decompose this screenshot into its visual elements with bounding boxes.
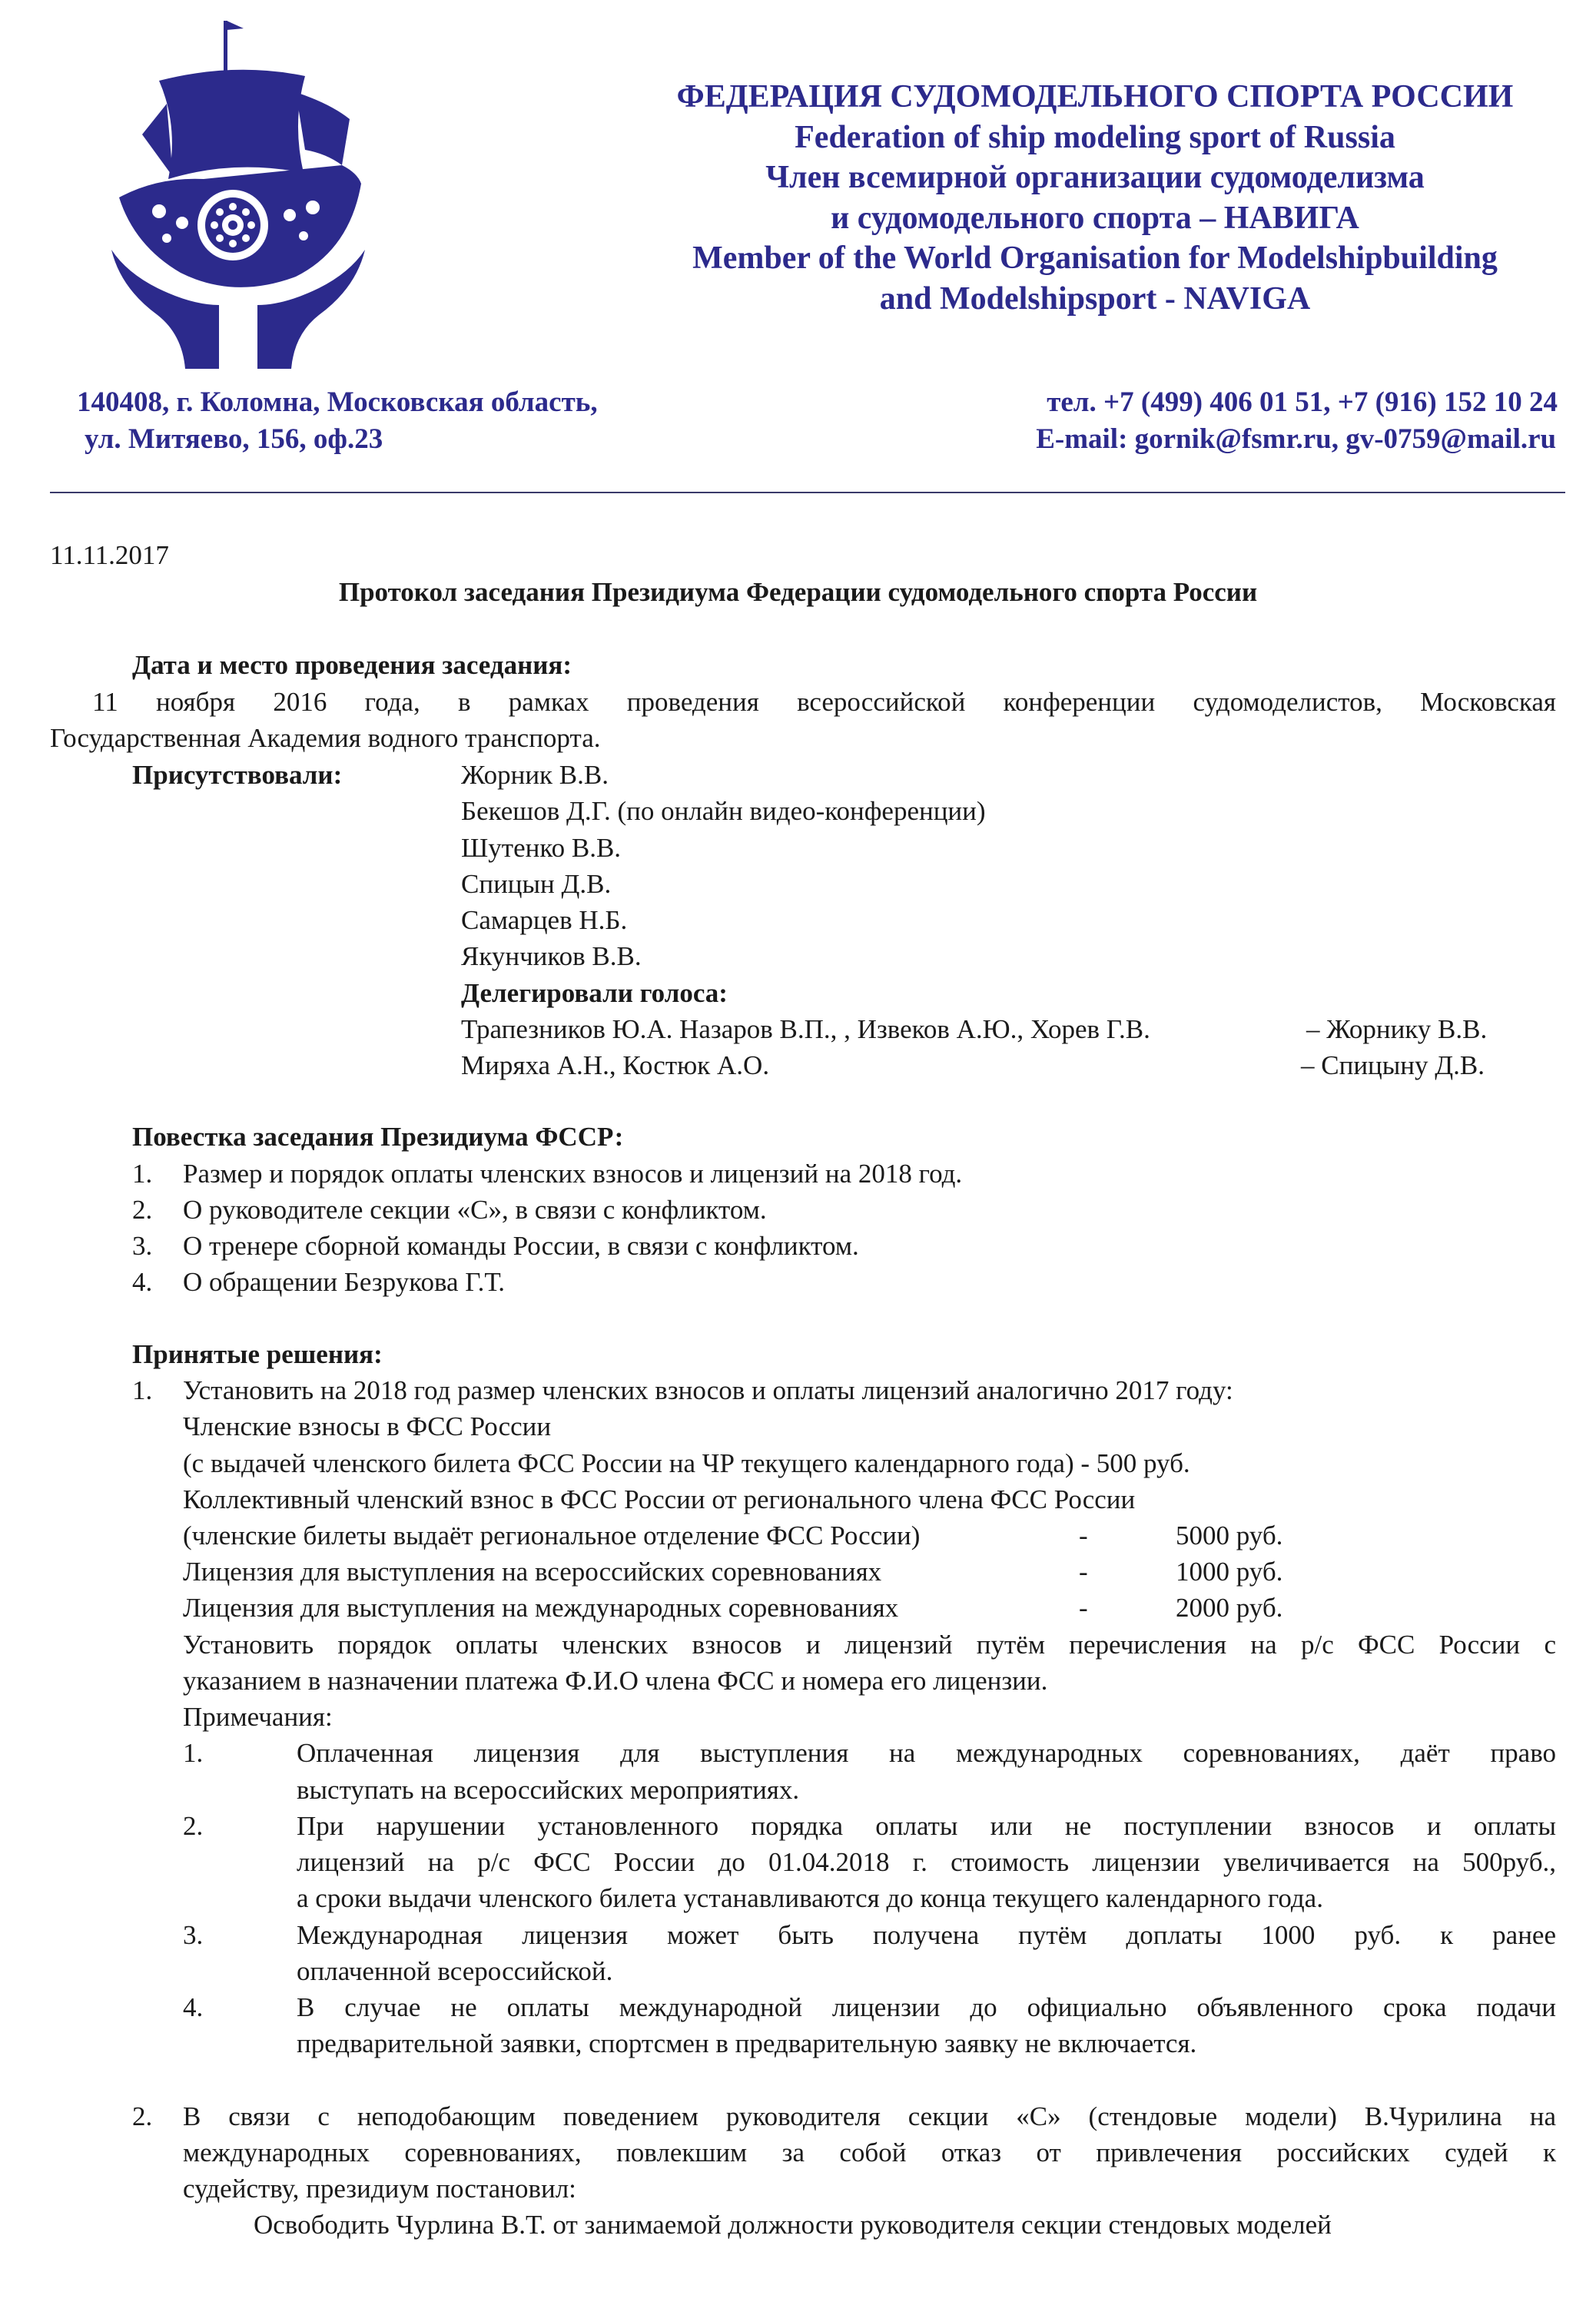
note-text: а сроки выдачи членского билета устанавливаются до конца текущего календарного года.: [297, 1883, 1323, 1913]
payment-order-line2: указанием в назначении платежа Ф.И.О члена ФСС и номера его лицензии.: [183, 1666, 1048, 1696]
present-member: Бекешов Д.Г. (по онлайн видео-конференции): [461, 796, 986, 826]
delegated-label: Делегировали голоса:: [461, 978, 728, 1008]
decision2-line4: Освободить Чурлина В.Т. от занимаемой должности руководителя секции стендовых моделей: [254, 2210, 1332, 2240]
note-text: лицензий на р/с ФСС России до 01.04.2018 г. стоимость лицензии увеличивается на 500руб.,: [297, 1847, 1556, 1877]
payment-order-line1: Установить порядок оплаты членских взносов и лицензий путём перечисления на р/с ФСС России с: [183, 1630, 1556, 1660]
delegated-names: Миряха А.Н., Костюк А.О.: [461, 1050, 770, 1080]
fee-line: (с выдачей членского билета ФСС России на ЧР текущего календарного года) - 500 руб.: [183, 1448, 1190, 1478]
agenda-number: 3.: [132, 1231, 153, 1261]
amount-dash: -: [1079, 1593, 1088, 1623]
venue-line1: 11 ноября 2016 года, в рамках проведения всероссийской конференции судомоделистов, Московская: [92, 687, 1556, 717]
license-international: Лицензия для выступления на международных соревнованиях: [183, 1593, 899, 1623]
note-text: Оплаченная лицензия для выступления на международных соревнованиях, даёт право: [297, 1738, 1556, 1768]
note-text: Международная лицензия может быть получена путём доплаты 1000 руб. к ранее: [297, 1920, 1556, 1950]
contacts: [1036, 384, 1558, 458]
doc-date: 11.11.2017: [50, 540, 169, 570]
org-name-ru: ФЕДЕРАЦИЯ СУДОМОДЕЛЬНОГО СПОРТА РОССИИ: [676, 79, 1514, 114]
delegated-to: – Жорнику В.В.: [1306, 1014, 1488, 1044]
present-member: Якунчиков В.В.: [461, 941, 642, 971]
note-text: оплаченной всероссийской.: [297, 1956, 613, 1986]
decision2-line3: судейству, президиум постановил:: [183, 2174, 576, 2204]
decision-intro: Установить на 2018 год размер членских взносов и оплаты лицензий аналогично 2017 году:: [183, 1375, 1233, 1405]
collective-amount: 5000 руб.: [1176, 1521, 1283, 1550]
present-member: Спицын Д.В.: [461, 869, 612, 899]
postal-address: [77, 384, 598, 458]
decision2-line2: международных соревнованиях, повлекшим за собой отказ от привлечения российских судей к: [183, 2138, 1556, 2167]
member-ru-line2: и судомодельного спорта – НАВИГА: [831, 200, 1359, 236]
agenda-item: Размер и порядок оплаты членских взносов и лицензий на 2018 год.: [183, 1159, 963, 1189]
license-russia: Лицензия для выступления на всероссийских соревнованиях: [183, 1557, 882, 1587]
member-en-line1: Member of the World Organisation for Modelshipbuilding: [692, 240, 1498, 276]
note-number: 4.: [183, 1992, 204, 2022]
email-line: E-mail: gornik@fsmr.ru, gv-0759@mail.ru: [1036, 423, 1557, 455]
collective-line1: Коллективный членский взнос в ФСС России от регионального члена ФСС России: [183, 1484, 1136, 1514]
delegated-names: Трапезников Ю.А. Назаров В.П., , Извеков А.Ю., Хорев Г.В.: [461, 1014, 1150, 1044]
fee-title: Членские взносы в ФСС России: [183, 1411, 552, 1441]
decision-number: 2.: [132, 2101, 153, 2131]
decision2-line1: В связи с неподобающим поведением руководителя секции «С» (стендовые модели) В.Чурилина на: [183, 2101, 1556, 2131]
letterhead-divider: [50, 492, 1565, 493]
amount-dash: -: [1079, 1521, 1088, 1550]
present-member: Самарцев Н.Б.: [461, 905, 628, 935]
venue-heading: Дата и место проведения заседания:: [132, 650, 572, 680]
present-member: Жорник В.В.: [461, 760, 609, 790]
decision-number: 1.: [132, 1375, 153, 1405]
agenda-item: О руководителе секции «С», в связи с конфликтом.: [183, 1195, 767, 1225]
address-line1: 140408, г. Коломна, Московская область,: [77, 386, 598, 418]
venue-line2: Государственная Академия водного транспорта.: [50, 723, 601, 753]
notes-label: Примечания:: [183, 1702, 333, 1732]
present-label: Присутствовали:: [132, 760, 343, 790]
address-line2: ул. Митяево, 156, оф.23: [85, 423, 383, 455]
note-number: 3.: [183, 1920, 204, 1950]
license-russia-amount: 1000 руб.: [1176, 1557, 1283, 1587]
note-number: 1.: [183, 1738, 204, 1768]
delegated-to: – Спицыну Д.В.: [1301, 1050, 1485, 1080]
org-heading: [622, 77, 1568, 319]
decisions-heading: Принятые решения:: [132, 1339, 383, 1369]
license-international-amount: 2000 руб.: [1176, 1593, 1283, 1623]
agenda-number: 1.: [132, 1159, 153, 1189]
note-number: 2.: [183, 1811, 204, 1841]
agenda-number: 4.: [132, 1267, 153, 1297]
org-name-en: Federation of ship modeling sport of Russia: [795, 119, 1395, 155]
note-text: предварительной заявки, спортсмен в предварительную заявку не включается.: [297, 2028, 1197, 2058]
agenda-number: 2.: [132, 1195, 153, 1225]
agenda-item: О обращении Безрукова Г.Т.: [183, 1267, 505, 1297]
agenda-heading: Повестка заседания Президиума ФССР:: [132, 1122, 624, 1152]
doc-title: Протокол заседания Президиума Федерации судомодельного спорта России: [338, 577, 1258, 607]
member-ru-line1: Член всемирной организации судомоделизма: [765, 160, 1425, 195]
note-text: При нарушении установленного порядка оплаты или не поступлении взносов и оплаты: [297, 1811, 1556, 1841]
collective-line2: (членские билеты выдаёт региональное отделение ФСС России): [183, 1521, 921, 1550]
note-text: В случае не оплаты международной лицензии до официально объявленного срока подачи: [297, 1992, 1556, 2022]
note-text: выступать на всероссийских мероприятиях.: [297, 1775, 800, 1805]
phone-line: тел. +7 (499) 406 01 51, +7 (916) 152 10 24: [1047, 386, 1558, 418]
amount-dash: -: [1079, 1557, 1088, 1587]
agenda-item: О тренере сборной команды России, в связи с конфликтом.: [183, 1231, 859, 1261]
member-en-line2: and Modelshipsport - NAVIGA: [879, 280, 1311, 317]
federation-logo: [111, 19, 365, 369]
present-member: Шутенко В.В.: [461, 833, 622, 863]
